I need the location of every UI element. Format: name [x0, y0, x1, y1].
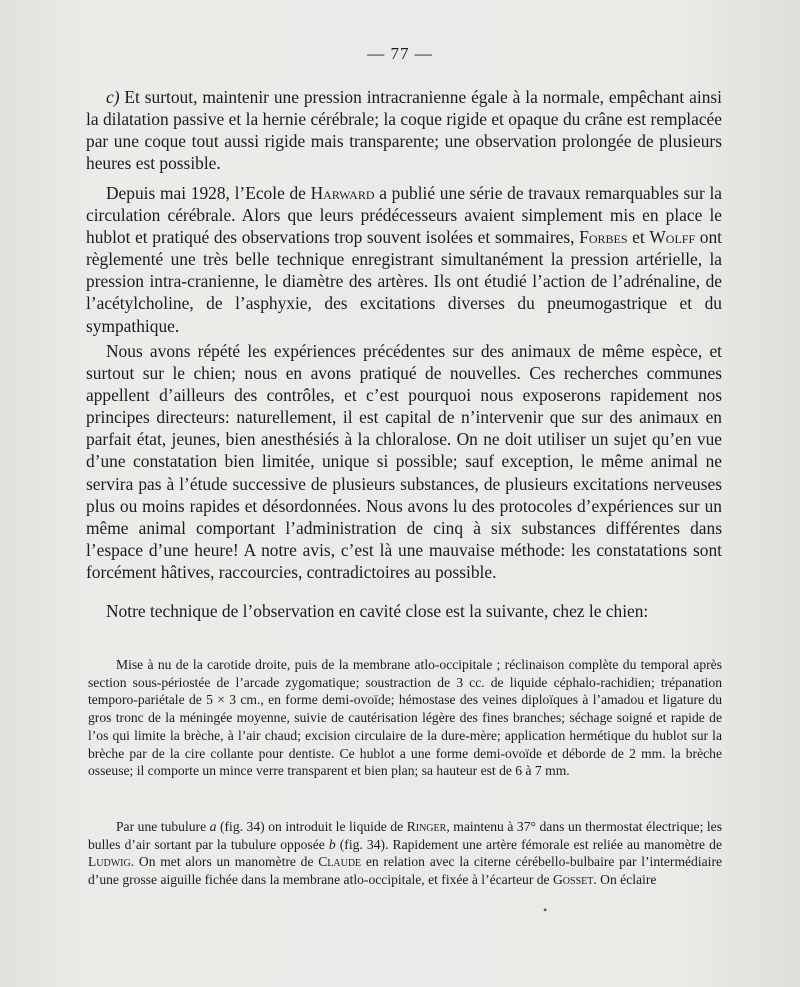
- author-name-ludwig: Ludwig: [88, 854, 131, 870]
- paragraph-text: (fig. 34) on introduit le liquide de: [216, 819, 407, 834]
- author-name-wolff: Wolff: [649, 227, 696, 248]
- paragraph-text: ont règlementé une très belle technique enregistrant simultanément la pression artérielle, la pression intra-cranienne, le diamètre des artères. Ils ont étudié l’action de l’adrénaline, de l’acétylcholine, de l’asphyxie, des excitations diverses du pneumogastrique et du sympathique.: [86, 227, 723, 336]
- paragraph-text: Et surtout, maintenir une pression intracranienne égale à la normale, empêchant ainsi la dilatation passive et la hernie cérébrale; la coque rigide et opaque du crâne est remplacée par une coque tout aussi rigide mais transparente; une observation prolongée de plusieurs heures est possible.: [86, 87, 722, 174]
- paragraph-ringer-setup: [88, 818, 722, 889]
- author-name-harward: Harward: [310, 183, 375, 203]
- paragraph-text: . On éclaire: [593, 872, 657, 888]
- author-name-gosset: Gosset: [552, 872, 594, 888]
- paragraph-text: (fig. 34). Rapidement une artère fémorale est reliée au manomètre de: [335, 836, 722, 852]
- page-number: — 77 —: [367, 44, 433, 63]
- paragraph-text: . On met alors un manomètre de: [130, 854, 319, 870]
- author-name-ringer: Ringer: [406, 819, 447, 834]
- paragraph-text: Par une tubulure: [116, 819, 210, 834]
- paragraph-text: en relation avec la citerne cérébello-bulbaire par l’intermédiaire d’une grosse aiguille fichée dans la membrane atlo-occipitale, et fixée à l’écarteur de: [88, 854, 722, 888]
- paragraph-text: , maintenu à 37° dans un thermostat électrique; les bulles d’air sortant par la tubulure opposée: [88, 819, 722, 852]
- paragraph-procedure: Mise à nu de la carotide droite, puis de la membrane atlo-occipitale ; réclinaison complète du temporal après section sous-périostée de l’arcade zygomatique; soustraction de 3 cc. de liquide céphalo-rachidien; trépanation temporo-pariétale de 5 × 3 cm., en forme demi-ovoïde; hémostase des veines diploïques à l’amadou et ligature du gros tronc de la méningée moyenne, suivie de cautérisation légère des fines branches; séchage soigné et rapide de l’os qui limite la brèche, à l’air chaud; excision circulaire de la dure-mère; application hermétique du hublot sur la brèche par de la cire collante pour dentiste. Ce hublot a une forme demi-ovoïde et déborde de 2 mm. la brèche osseuse; il comporte un mince verre transparent et bien plan; sa hauteur est de 6 à 7 mm.: [88, 657, 722, 779]
- author-name-claude: Claude: [318, 854, 362, 870]
- paragraph-text: et: [627, 227, 650, 248]
- paragraph-technique-intro: Notre technique de l’observation en cavité close est la suivante, chez le chien:: [106, 601, 649, 621]
- paragraph-text: a publié une série de travaux remarquables sur la circulation cérébrale. Alors que leurs prédécesseurs avaient simplement mis en place le hublot et pratiqué des observations trop souvent isolées et sommaires,: [86, 183, 722, 248]
- variable-b: b: [328, 836, 336, 852]
- paragraph-c-item: [86, 86, 722, 174]
- variable-a: a: [209, 819, 217, 834]
- paragraph-text: Depuis mai 1928, l’Ecole de: [106, 183, 311, 203]
- author-name-forbes: Forbes: [579, 227, 628, 248]
- ink-speck: •: [543, 903, 548, 917]
- paragraph-harward-school: [86, 182, 722, 337]
- paragraph-methodology: Nous avons répété les expériences précédentes sur des animaux de même espèce, et surtout sur le chien; nous en avons pratiqué de nouvelles. Ces recherches communes appellent d’ailleurs des contrôles, et c’est pourquoi nous exposerons rapidement nos principes directeurs: naturellement, il est capital de n’intervenir que sur des animaux en parfait état, jeunes, bien anesthésiés à la chloralose. On ne doit utiliser un sujet qu’en vue d’une constatation bien limitée, unique si possible; sauf exception, le même animal ne servira pas à l’étude successive de plusieurs substances, de plusieurs excitations nerveuses plus ou moins rapides et désordonnées. Nous avons lu des protocoles d’expériences sur un même animal comportant l’administration de cinq à six substances différentes dans l’espace d’une heure! A notre avis, c’est là une mauvaise méthode: les constatations sont forcément hâtives, raccourcies, contradictoires au possible.: [86, 341, 722, 582]
- item-label: c): [106, 87, 120, 107]
